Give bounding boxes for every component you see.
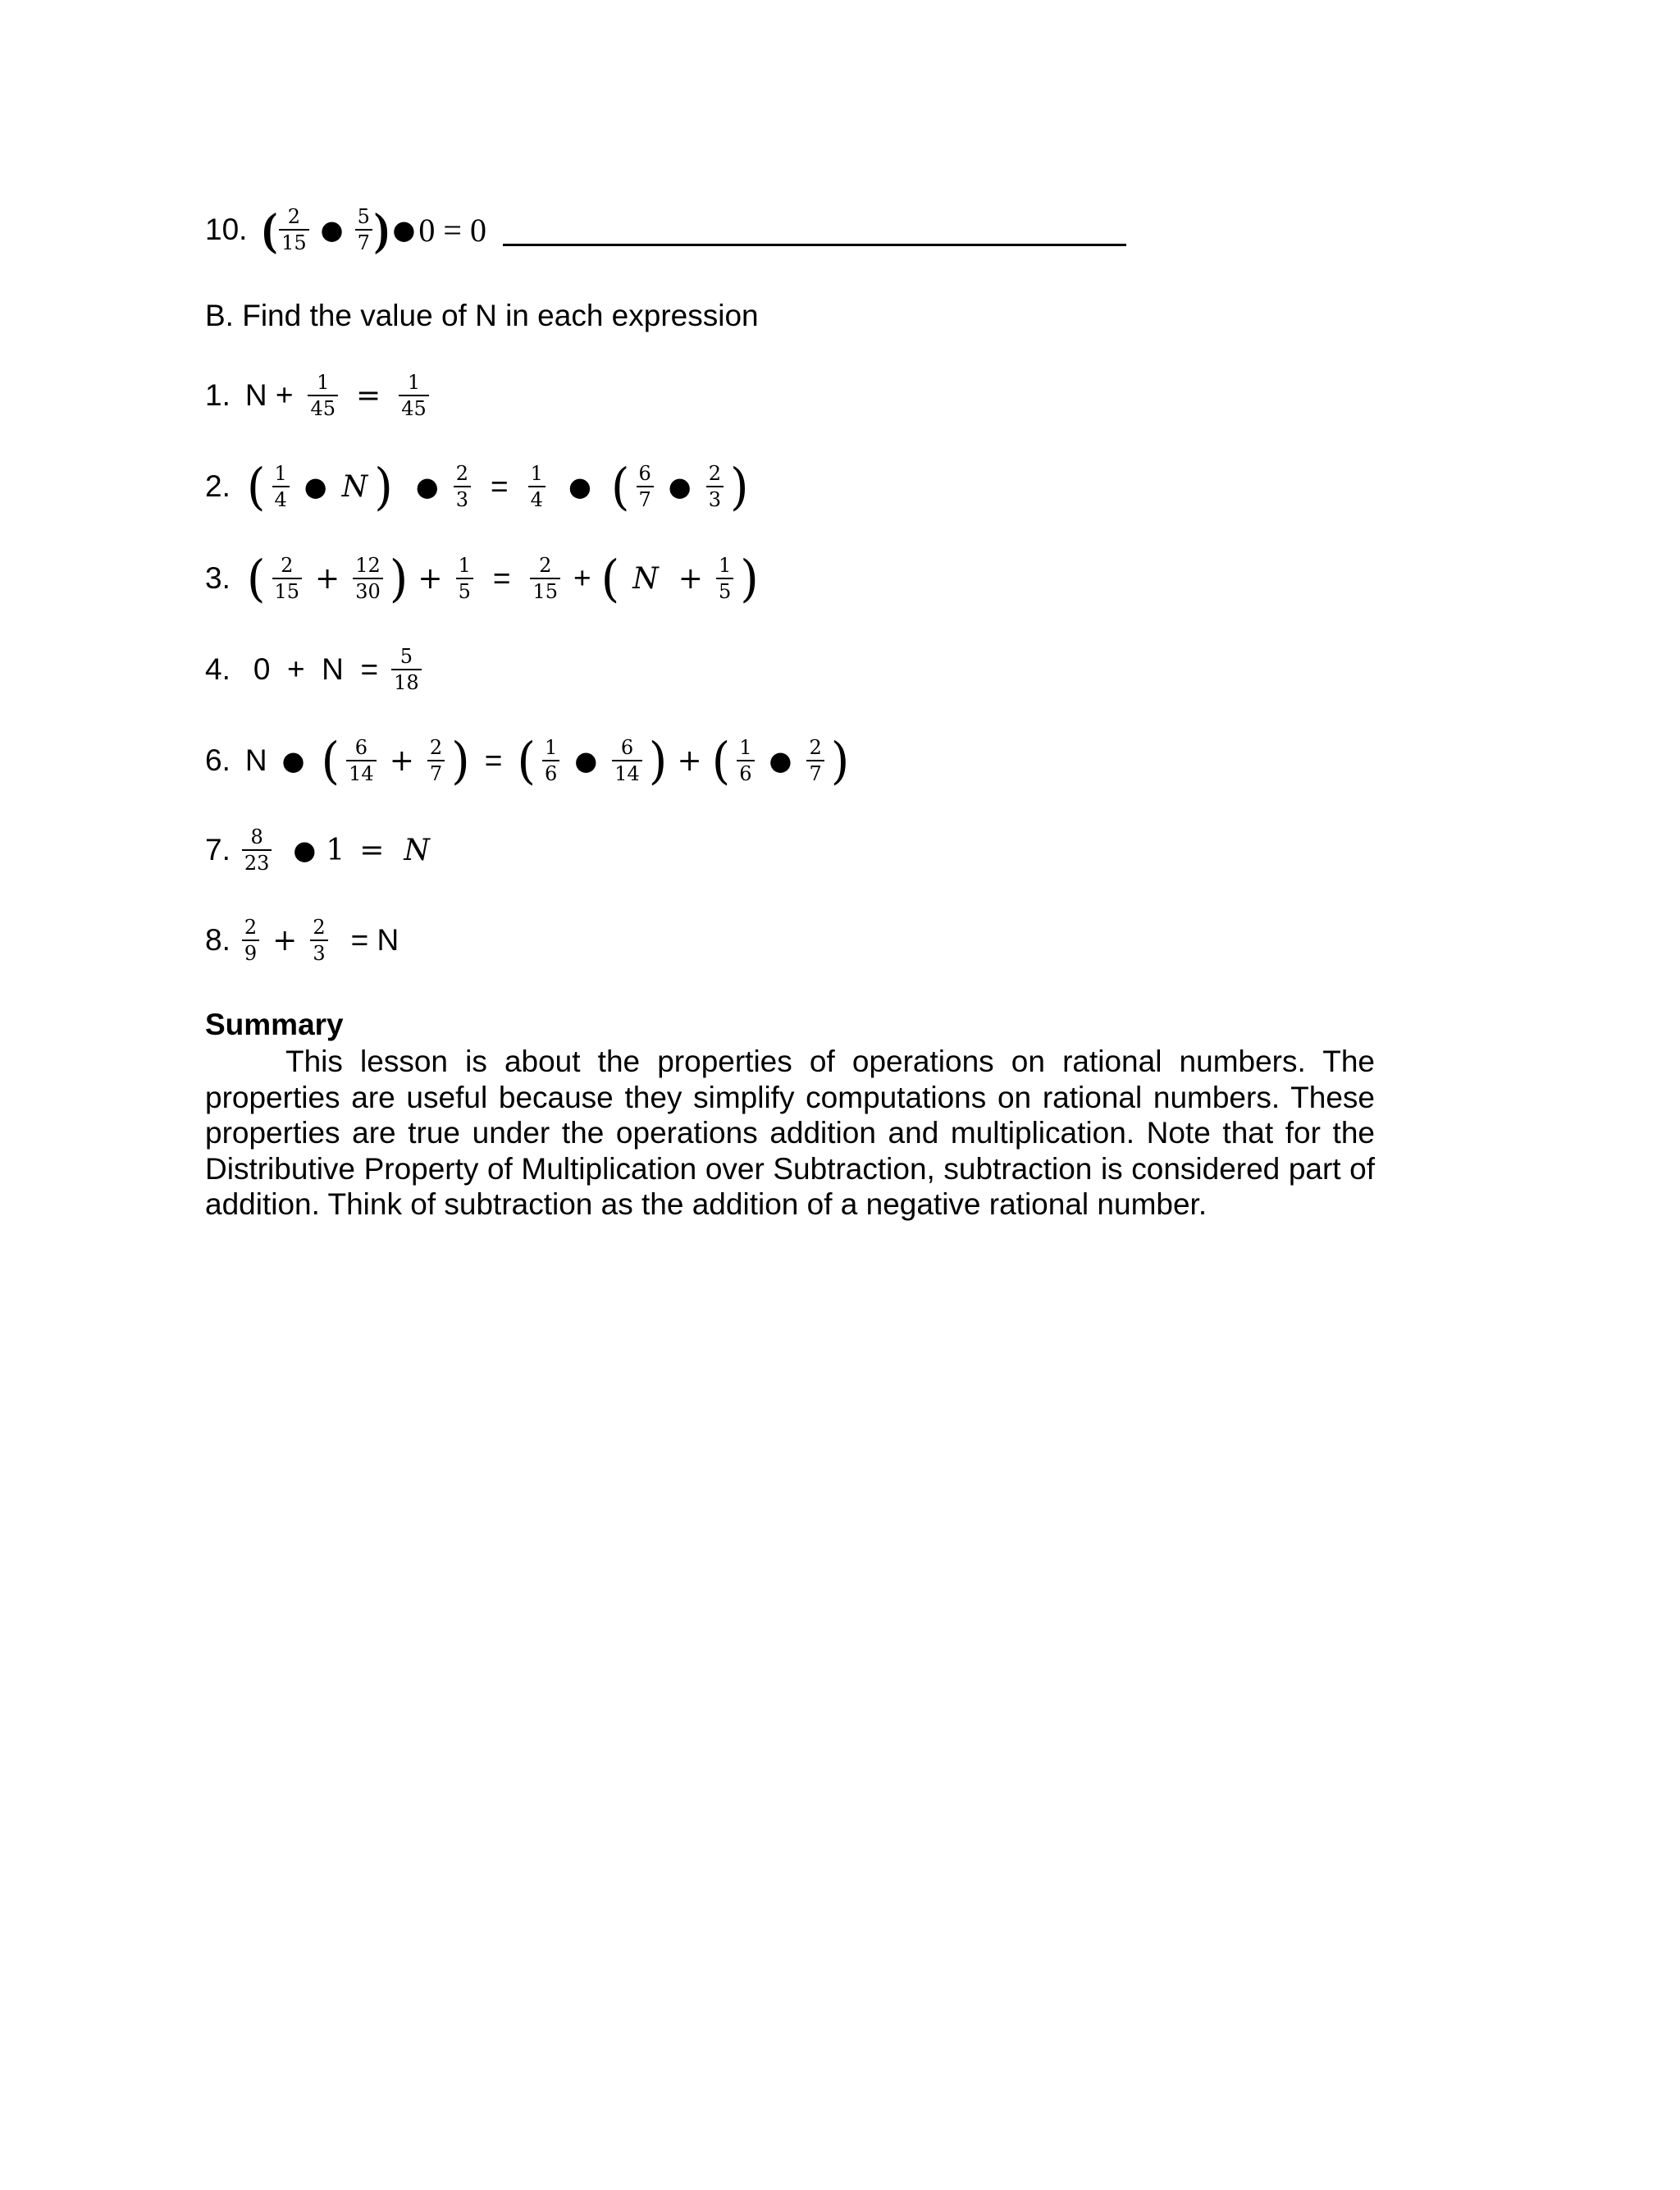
item-1: 1. N + $\frac{1}{45}$ = $\frac{1}{45}$ <box>205 373 434 418</box>
section-b-heading: B. Find the value of N in each expression <box>205 299 759 332</box>
item-3: 3. ( $\frac{2}{15}$ + $\frac{12}{30}$ ) + $\frac{1}{5}$ = $\frac{2}{15}$ + ( N + $\frac{1}{5}$ ) <box>205 549 759 608</box>
item-10: 10. ( $\frac{2}{15}$ ● $\frac{5}{7}$ ) ● 0 = 0 <box>205 207 1126 253</box>
item-7: 7. $\frac{8}{23}$ ● 1 = N <box>205 825 430 875</box>
item-8: 8. $\frac{2}{9}$ + $\frac{2}{3}$ = N <box>205 916 399 965</box>
item-number: 10. <box>205 213 248 246</box>
item-6: 6. N ● ( $\frac{6}{14}$ + $\frac{2}{7}$ ) = ( $\frac{1}{6}$ ● $\frac{6}{14}$ ) + ( $\frac{1}{6}$ ● $\frac{2}{7}$ ) <box>205 731 850 790</box>
fraction: $\frac{1}{45}$ <box>308 373 338 418</box>
fraction: $\frac{1}{45}$ <box>399 373 429 418</box>
summary-paragraph: This lesson is about the properties of operations on rational numbers. The properties are useful because they simplify computations on rational numbers. These properties are true under the operations addition and multiplication. Note that for the Distributive Property of Multiplication over Subtraction, subtraction is considered part of addition. Think of subtraction as the addition of a negative rational number. <box>205 1045 1375 1221</box>
item-4: 4. 0 + N = $\frac{5}{18}$ <box>205 647 427 693</box>
fraction: $\frac{2}{15}$ <box>279 207 309 253</box>
item-2: 2. ( $\frac{1}{4}$ ● N ) ● $\frac{2}{3}$ = $\frac{1}{4}$ ● ( $\frac{6}{7}$ ● $\frac{2}{3}$ ) <box>205 457 749 516</box>
fraction: $\frac{5}{7}$ <box>355 207 372 253</box>
summary-title: Summary <box>205 1008 344 1041</box>
answer-blank[interactable] <box>503 227 1126 246</box>
